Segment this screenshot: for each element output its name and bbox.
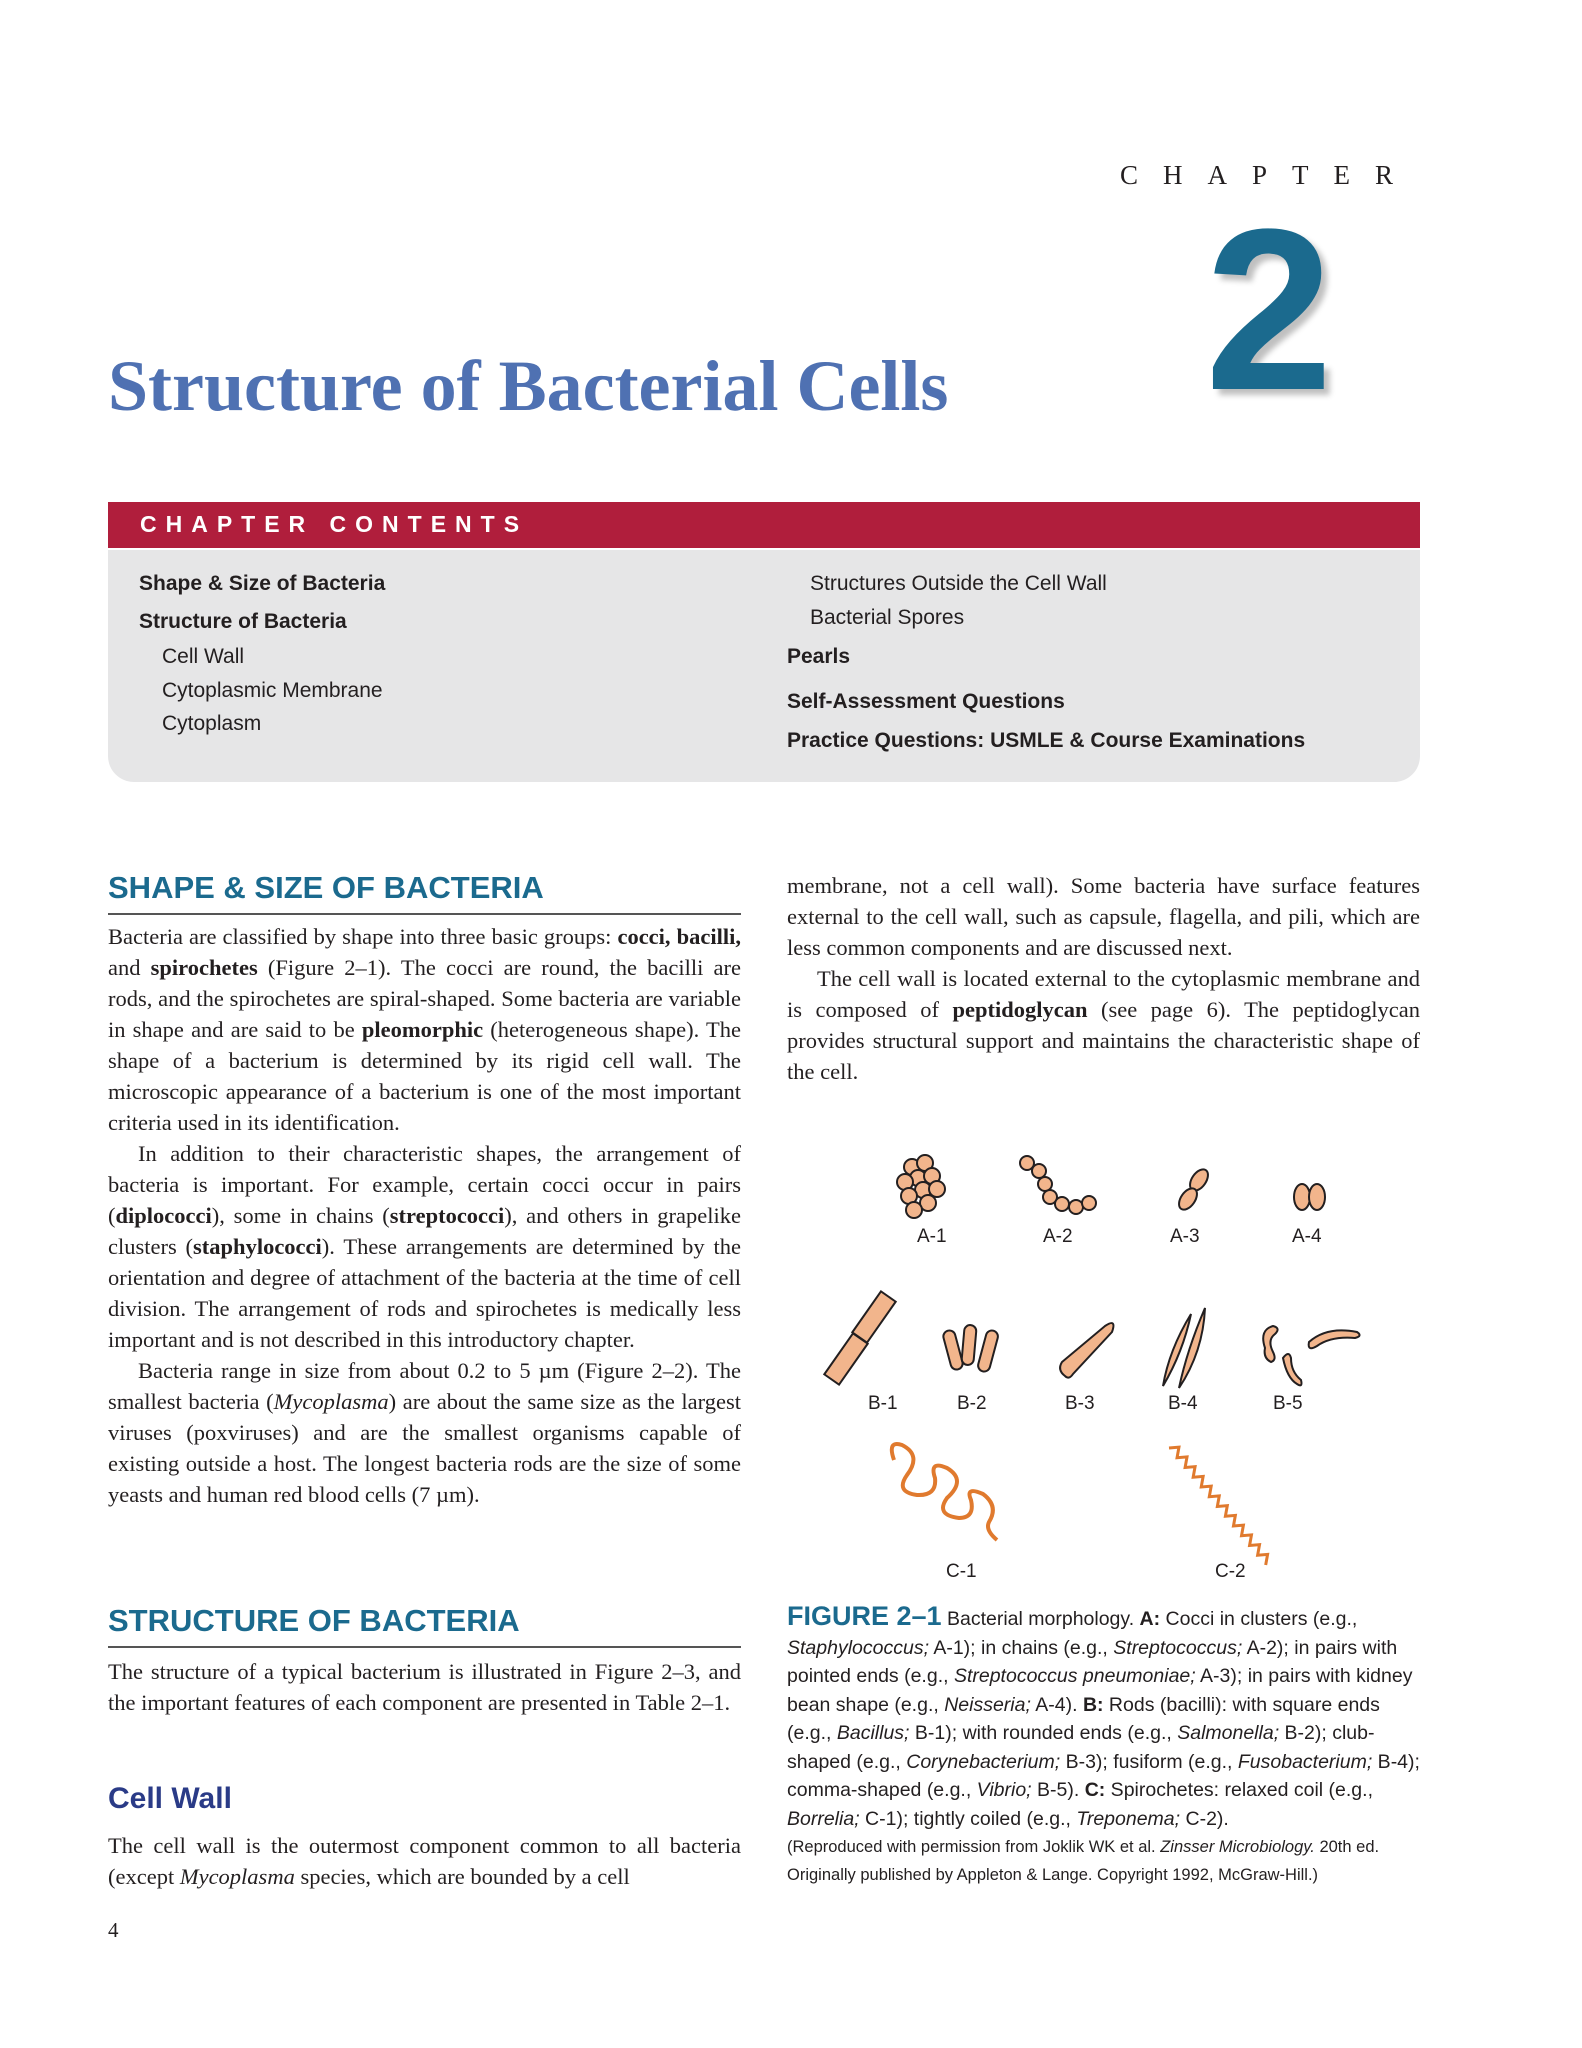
caption-run: Bacterial morphology. <box>941 1608 1140 1630</box>
caption-run: B-3); fusiform (e.g., <box>1060 1750 1238 1773</box>
figure-label: A-4 <box>1292 1226 1322 1247</box>
caption-run: B-5). <box>1031 1779 1085 1801</box>
paragraph: The cell wall is located external to the cytoplasmic membrane and is composed of peptidoglycan (see page 6). The peptidoglycan provides structural support and maintains the characteristic shape of the cell. <box>787 966 1420 1084</box>
figure-label: A-1 <box>917 1226 947 1247</box>
caption-run: Zinsser Microbiology. <box>1160 1838 1315 1856</box>
caption-run: A: <box>1139 1608 1161 1630</box>
caption-run: A-1); in chains (e.g., <box>929 1636 1114 1659</box>
diplococci-kidney-illustration <box>1294 1184 1325 1210</box>
chapter-title: Structure of Bacterial Cells <box>108 346 949 426</box>
figure-label: C-1 <box>946 1561 977 1582</box>
figure-label: A-3 <box>1170 1226 1200 1247</box>
right-column-body <box>787 870 1420 1087</box>
page-number: 4 <box>108 1918 119 1942</box>
chapter-contents-banner <box>108 502 1420 548</box>
diplococci-pointed-illustration <box>1175 1166 1211 1213</box>
section-heading-structure: STRUCTURE OF BACTERIA <box>108 1603 520 1638</box>
toc-item[interactable]: Cytoplasm <box>162 712 262 735</box>
cocci-chain-illustration <box>1020 1156 1096 1214</box>
section-body-cell-wall <box>108 1830 741 1892</box>
figure-label: B-5 <box>1273 1393 1303 1414</box>
paragraph: Bacteria are classified by shape into three basic groups: cocci, bacilli, and spirochetes (Figure 2–1). The cocci are round, the bacilli are rods, and the spirochetes are spiral-shaped. Some bacteria are variable in shape and are said to be pleomorphic (heterogeneous shape). The shape of a bacterium is determined by its rigid cell wall. The microscopic appearance of a bacterium is one of the most important criteria used in its identification. <box>108 924 742 1135</box>
figure-label: B-1 <box>868 1393 898 1414</box>
caption-run: B-2); club-shaped (e.g., <box>787 1722 1375 1773</box>
figure-label: C-2 <box>1215 1561 1246 1582</box>
toc-item[interactable]: Bacterial Spores <box>810 606 965 629</box>
rounded-rod-illustration <box>942 1325 999 1373</box>
caption-run: Bacillus; <box>836 1722 910 1744</box>
relaxed-spirochete-illustration <box>892 1444 997 1540</box>
toc-item[interactable]: Pearls <box>787 645 851 668</box>
figure-caption <box>787 1602 1427 1889</box>
bacterial-morphology-figure <box>787 1130 1427 1590</box>
toc-item[interactable]: Practice Questions: USMLE & Course Examinations <box>787 729 1306 752</box>
toc-item[interactable]: Structures Outside the Cell Wall <box>810 572 1107 595</box>
caption-run: Vibrio; <box>976 1779 1032 1801</box>
fusiform-rod-illustration <box>1163 1308 1205 1388</box>
toc-item[interactable]: Structure of Bacteria <box>139 610 347 633</box>
toc-item[interactable]: Cytoplasmic Membrane <box>162 679 383 702</box>
caption-run: Streptococcus pneumoniae; <box>953 1665 1196 1687</box>
chapter-contents-heading: CHAPTER CONTENTS <box>140 511 529 537</box>
caption-run: Neisseria; <box>944 1693 1031 1716</box>
square-rod-illustration <box>824 1291 895 1384</box>
tight-spirochete-illustration <box>1144 1443 1295 1565</box>
comma-rod-illustration <box>1263 1326 1359 1385</box>
figure-label: B-2 <box>957 1393 987 1414</box>
section-rule <box>108 913 741 915</box>
figure-label: B-4 <box>1168 1393 1198 1414</box>
caption-run: A-4). <box>1030 1693 1083 1716</box>
paragraph: Bacteria range in size from about 0.2 to 5 µm (Figure 2–2). The smallest bacteria (Mycoplasma) are about the same size as the largest viruses (poxviruses) and are the smallest organisms capable of existing outside a host. The longest bacteria rods are the size of some yeasts and human red blood cells (7 µm). <box>108 1358 741 1507</box>
club-rod-illustration <box>1060 1323 1113 1378</box>
caption-run: Staphylococcus; <box>787 1636 929 1659</box>
chapter-label: CHAPTER <box>1120 160 1419 190</box>
section-body-structure <box>108 1656 741 1718</box>
caption-run: Streptococcus; <box>1113 1636 1243 1659</box>
caption-run: A-2); in pairs with pointed ends (e.g., <box>787 1636 1398 1687</box>
toc-item[interactable]: Self-Assessment Questions <box>787 690 1065 713</box>
figure-label: B-3 <box>1065 1393 1095 1414</box>
paragraph: membrane, not a cell wall). Some bacteria have surface features external to the cell wall, such as capsule, flagella, and pili, which are less common components and are discussed next. <box>787 873 1420 960</box>
figure-label: A-2 <box>1043 1226 1073 1247</box>
cocci-cluster-illustration <box>897 1155 945 1218</box>
caption-run: Corynebacterium; <box>906 1750 1061 1773</box>
figure-number: FIGURE 2–1 <box>787 1601 942 1631</box>
paragraph: The structure of a typical bacterium is illustrated in Figure 2–3, and the important features of each component are presented in Table 2–1. <box>108 1659 741 1715</box>
caption-run: (Reproduced with permission from Joklik WK et al. <box>787 1838 1161 1856</box>
caption-run: Cocci in clusters (e.g., <box>1160 1608 1358 1630</box>
caption-run: B-4); comma-shaped (e.g., <box>787 1750 1420 1801</box>
chapter-number: 2 <box>1205 181 1333 438</box>
caption-run: Rods (bacilli): with square ends (e.g., <box>787 1693 1380 1744</box>
paragraph: The cell wall is the outermost component common to all bacteria (except Mycoplasma species, which are bounded by a cell <box>108 1833 741 1889</box>
caption-run: 20th ed. Originally published by Appleton & Lange. Copyright 1992, McGraw-Hill.) <box>787 1838 1380 1884</box>
caption-run: C: <box>1084 1779 1106 1801</box>
section-body-shape-size <box>108 921 741 1510</box>
caption-run: B: <box>1082 1693 1104 1716</box>
caption-run: Salmonella; <box>1177 1722 1280 1744</box>
toc-item[interactable]: Shape & Size of Bacteria <box>139 572 386 595</box>
caption-run: Fusobacterium; <box>1237 1750 1373 1773</box>
section-rule <box>108 1646 741 1648</box>
caption-run: A-3); in pairs with kidney bean shape (e.g., <box>787 1665 1413 1716</box>
paragraph: In addition to their characteristic shapes, the arrangement of bacteria is important. For example, certain cocci occur in pairs (diplococci), some in chains (streptococci), and others in grapelike clusters (staphylococci). These arrangements are determined by the orientation and degree of attachment of the bacteria at the time of cell division. The arrangement of rods and spirochetes is medically less important and is not described in this introductory chapter. <box>108 1141 741 1352</box>
caption-text <box>787 1608 1420 1830</box>
caption-run: C-2). <box>1180 1807 1229 1830</box>
caption-run: Treponema; <box>1076 1807 1181 1830</box>
caption-run: B-1); with rounded ends (e.g., <box>909 1722 1178 1744</box>
section-heading-shape-size: SHAPE & SIZE OF BACTERIA <box>108 870 544 905</box>
caption-run: Spirochetes: relaxed coil (e.g., <box>1105 1779 1373 1801</box>
caption-run: Borrelia; <box>787 1807 860 1830</box>
toc-item[interactable]: Cell Wall <box>162 645 245 668</box>
subsection-heading-cell-wall: Cell Wall <box>108 1782 232 1815</box>
figure-credit <box>787 1833 1427 1889</box>
caption-run: C-1); tightly coiled (e.g., <box>859 1807 1077 1830</box>
